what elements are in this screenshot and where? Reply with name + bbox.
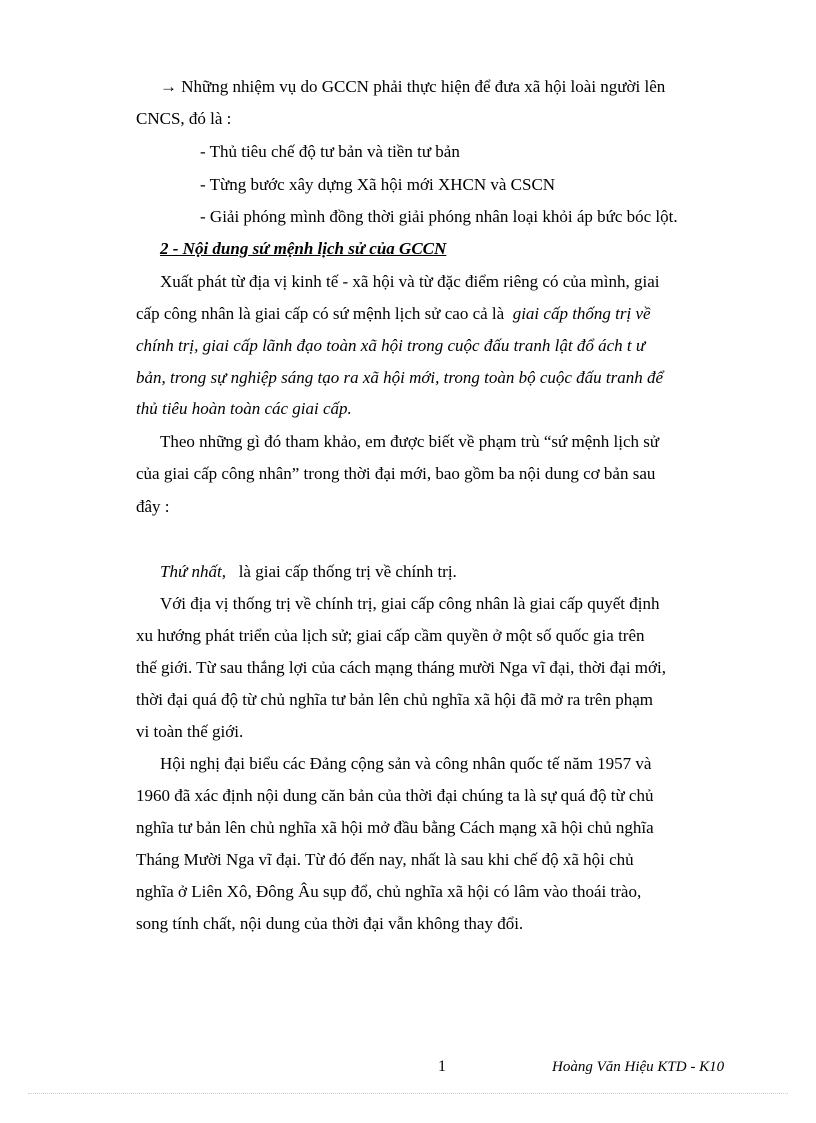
- para1-line: cấp công nhân là giai cấp có sứ mệnh lịch sử cao cả là giai cấp thống trị về: [136, 304, 651, 323]
- footer-author: Hoàng Văn Hiệu KTD - K10: [552, 1059, 725, 1075]
- arrow-icon: →: [160, 77, 177, 96]
- para4-line: Hội nghị đại biểu các Đảng cộng sản và công nhân quốc tế năm 1957 và: [160, 754, 652, 773]
- para3-line: thế giới. Từ sau thắng lợi của cách mạng tháng mười Nga vĩ đại, thời đại mới,: [136, 658, 666, 677]
- para3-line: thời đại quá độ từ chủ nghĩa tư bản lên chủ nghĩa xã hội đã mở ra trên phạm: [136, 690, 653, 709]
- task-item: - Giải phóng mình đồng thời giải phóng nhân loại khỏi áp bức bóc lột.: [200, 207, 678, 226]
- section-heading: 2 - Nội dung sứ mệnh lịch sử của GCCN: [160, 239, 447, 258]
- intro-line-1: → Những nhiệm vụ do GCCN phải thực hiện để đưa xã hội loài người lên: [160, 77, 666, 96]
- para1-line: thủ tiêu hoàn toàn các giai cấp.: [136, 399, 352, 418]
- footer-divider: [28, 1093, 788, 1094]
- first-point-text: là giai cấp thống trị về chính trị.: [238, 562, 457, 581]
- first-point: [160, 561, 457, 583]
- para4-line: song tính chất, nội dung của thời đại vẫn không thay đổi.: [136, 914, 524, 933]
- first-point-label: Thứ nhất,: [160, 562, 226, 581]
- para1-line: Xuất phát từ địa vị kinh tế - xã hội và từ đặc điểm riêng có của mình, giai: [160, 272, 660, 291]
- para2-line: Theo những gì đó tham khảo, em được biết về phạm trù “sứ mệnh lịch sử: [160, 432, 660, 451]
- para1-line: bản, trong sự nghiệp sáng tạo ra xã hội mới, trong toàn bộ cuộc đấu tranh để: [136, 368, 664, 387]
- para4-line: nghĩa tư bản lên chủ nghĩa xã hội mở đầu bằng Cách mạng xã hội chủ nghĩa: [136, 818, 654, 837]
- para4-line: Tháng Mười Nga vĩ đại. Từ đó đến nay, nhất là sau khi chế độ xã hội chủ: [136, 850, 634, 869]
- para2-line: của giai cấp công nhân” trong thời đại mới, bao gồm ba nội dung cơ bản sau: [136, 464, 656, 483]
- para1-line: chính trị, giai cấp lãnh đạo toàn xã hội trong cuộc đấu tranh lật đổ ách t ư: [136, 336, 646, 355]
- para2-line: đây :: [136, 497, 170, 516]
- para3-line: xu hướng phát triển của lịch sử; giai cấp cầm quyền ở một số quốc gia trên: [136, 626, 645, 645]
- page-number: 1: [438, 1058, 446, 1075]
- task-item: - Từng bước xây dựng Xã hội mới XHCN và CSCN: [200, 175, 556, 194]
- task-item: - Thủ tiêu chế độ tư bản và tiền tư bản: [200, 142, 460, 161]
- intro-line-2: CNCS, đó là :: [136, 109, 232, 128]
- para4-line: nghĩa ở Liên Xô, Đông Âu sụp đổ, chủ nghĩa xã hội có lâm vào thoái trào,: [136, 882, 642, 901]
- para3-line: vi toàn thế giới.: [136, 722, 244, 741]
- para4-line: 1960 đã xác định nội dung căn bản của thời đại chúng ta là sự quá độ từ chủ: [136, 786, 654, 805]
- para3-line: Với địa vị thống trị về chính trị, giai cấp công nhân là giai cấp quyết định: [160, 594, 660, 613]
